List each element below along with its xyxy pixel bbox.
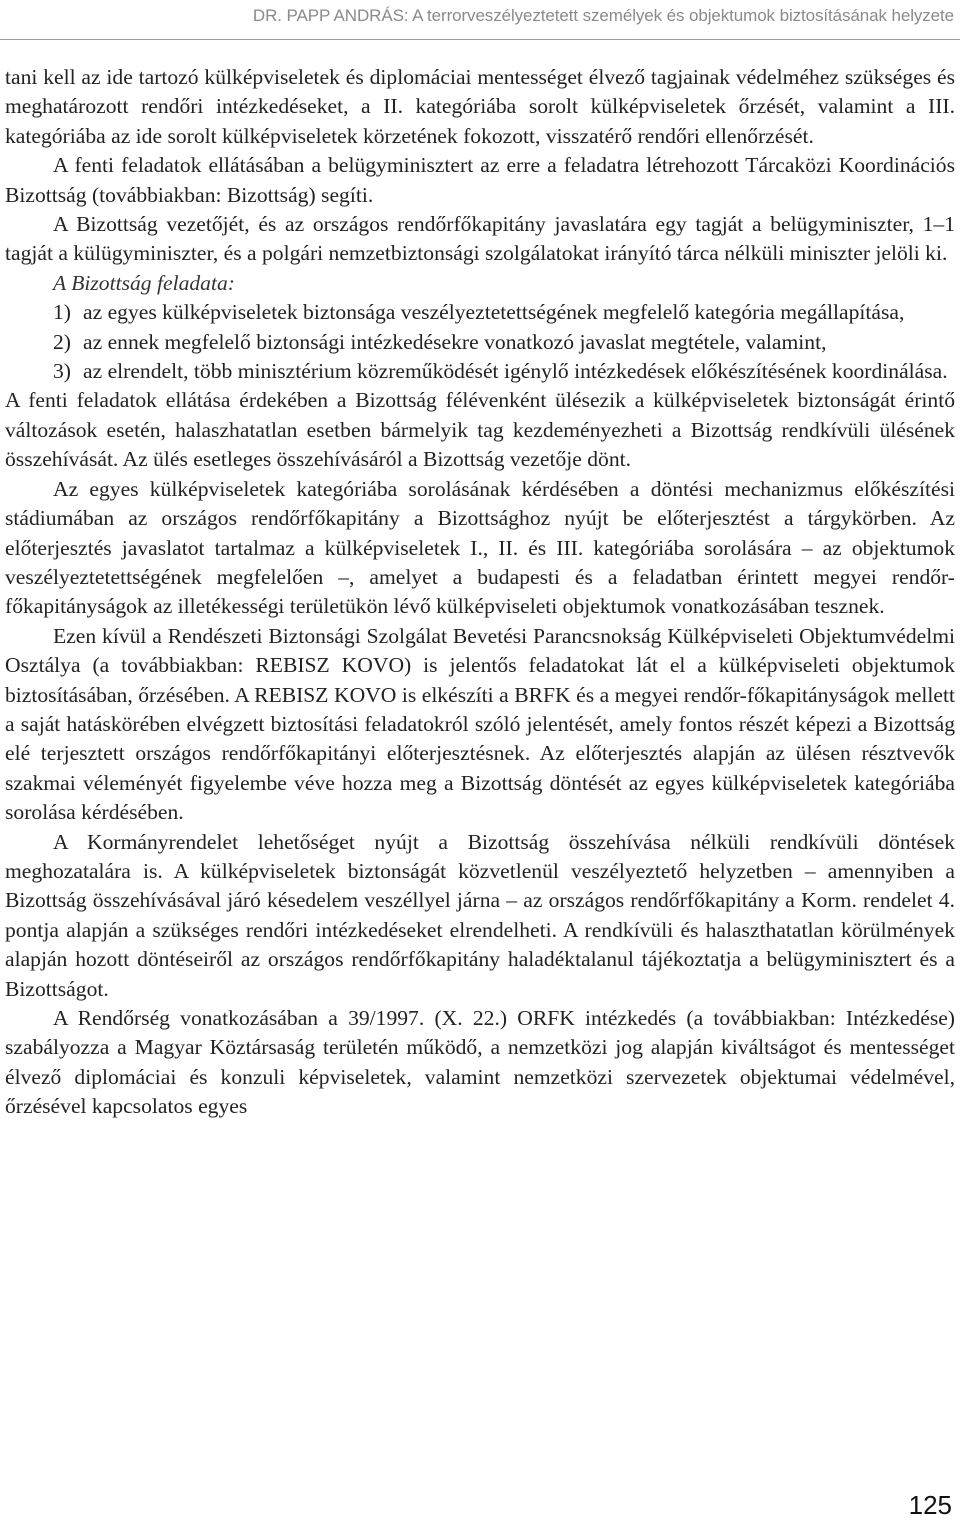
list-item: [5, 357, 955, 386]
tasks-heading: A Bizottság feladata:: [53, 270, 235, 295]
tasks-list: [5, 298, 955, 386]
paragraph-orfk-measure: A Rendőrség vonatkozásában a 39/1997. (X. 22.) ORFK intézkedés (a továbbiakban: Intézkedése) szabályozza a Magyar Köztársaság területén működő, a nemzetközi jog alapján kiváltságot és mentességet élvező diplomáciai és konzuli képviseletek, valamint nemzetközi szervezetek objektumai védelmével, őrzésével kapcsolatos egyes: [5, 1006, 955, 1119]
paragraph-extraordinary-decisions: A Kormányrendelet lehetőséget nyújt a Bizottság összehívása nélküli rendkívüli döntések meghozatalára is. A külképviseletek biztonságát közvetlenül veszélyeztető helyzetben – amennyiben a Bizottság összehívásával járó késedelem veszéllyel járna – az országos rendőrfőkapitány a Korm. rendelet 4. pontja alapján a szükséges rendőri intézkedéseket elrendelheti. A rendkívüli és halaszthatatlan körülmények alapján hozott döntéseiről az országos rendőrfőkapitány haladéktalanul tájékoztatja a belügyminisztert és a Bizottságot.: [5, 829, 955, 1001]
paragraph-categorization: Az egyes külképviseletek kategóriába sorolásának kérdésében a döntési mechanizmus előkészítési stádiumában az országos rendőrfőkapitány a Bizottsághoz nyújt be előterjesztést a tárgykörben. Az előterjesztés javaslatot tartalmaz a külképviseletek I., II. és III. kategóriába sorolására – az objektumok veszélyeztetettségének megfelelően –, amelyet a budapesti és a feladatban érintett megyei rendőr-főkapitányságok az illetékességi területükön lévő külképviseleti objektumok vonatkozásában tesznek.: [5, 476, 955, 619]
list-item-number: 1): [53, 300, 71, 325]
paragraph-committee-members: A Bizottság vezetőjét, és az országos rendőrfőkapitány javaslatára egy tagját a belügyminiszter, 1–1 tagját a külügyminiszter, és a polgári nemzetbiztonsági szolgálatokat irányító tárca nélküli miniszter jelöli ki.: [5, 212, 955, 266]
page-number: 125: [908, 1490, 952, 1520]
list-item-text: az ennek megfelelő biztonsági intézkedésekre vonatkozó javaslat megtétele, valamint,: [83, 329, 827, 354]
paragraph-committee-support: A fenti feladatok ellátásában a belügyminisztert az erre a feladatra létrehozott Tárcaközi Koordinációs Bizottság (továbbiakban: Bizottság) segíti.: [5, 153, 955, 207]
paragraph-meetings: A fenti feladatok ellátása érdekében a Bizottság félévenként ülésezik a külképviseletek biztonságát érintő változások esetén, halaszhatatlan esetben bármelyik tag kezdeményezheti a Bizottság rendkívüli ülésének összehívását. Az ülés esetleges összehívásáról a Bizottság vezetője dönt.: [5, 388, 955, 472]
list-item-number: 3): [53, 359, 71, 384]
paragraph-rebisz-kovo: Ezen kívül a Rendészeti Biztonsági Szolgálat Bevetési Parancsnokság Külképviseleti Objektumvédelmi Osztálya (a továbbiakban: REBISZ KOVO) is jelentős feladatokat lát el a külképviseleti objektumok biztosításában, őrzésében. A REBISZ KOVO is elkészíti a BRFK és a megyei rendőr-főkapitányságok mellett a saját hatáskörében elvégzett biztosítási feladatokról szóló jelentését, amely fontos részét képezi a Bizottság elé terjesztett országos rendőrfőkapitányi előterjesztésnek. Az előterjesztés alapján az ülésen résztvevők szakmai véleményét figyelembe véve hozza meg a Bizottság döntését az egyes külképviseletek kategóriába sorolása kérdésében.: [5, 623, 955, 825]
list-item-text: az egyes külképviseletek biztonsága veszélyeztetettségének megfelelő kategória megállapítása,: [83, 300, 905, 325]
paragraph-continuation: tani kell az ide tartozó külképviseletek és diplomáciai mentességet élvező tagjainak védelméhez szükséges és meghatározott rendőri intézkedéseket, a II. kategóriába sorolt külképviseletek őrzését, valamint a III. kategóriába az ide sorolt külképviseletek körzetének fokozott, visszatérő rendőri ellenőrzését.: [5, 65, 955, 148]
list-item: [5, 328, 955, 357]
body-text: [5, 63, 955, 1122]
list-item-text: az elrendelt, több minisztérium közreműködését igénylő intézkedések előkészítésének koordinálása.: [83, 359, 948, 384]
running-header: [0, 0, 960, 40]
list-item: [5, 298, 955, 327]
running-header-title: DR. PAPP ANDRÁS: A terrorveszélyeztetett személyek és objektumok biztosításának helyzete: [252, 6, 954, 25]
list-item-number: 2): [53, 329, 71, 354]
